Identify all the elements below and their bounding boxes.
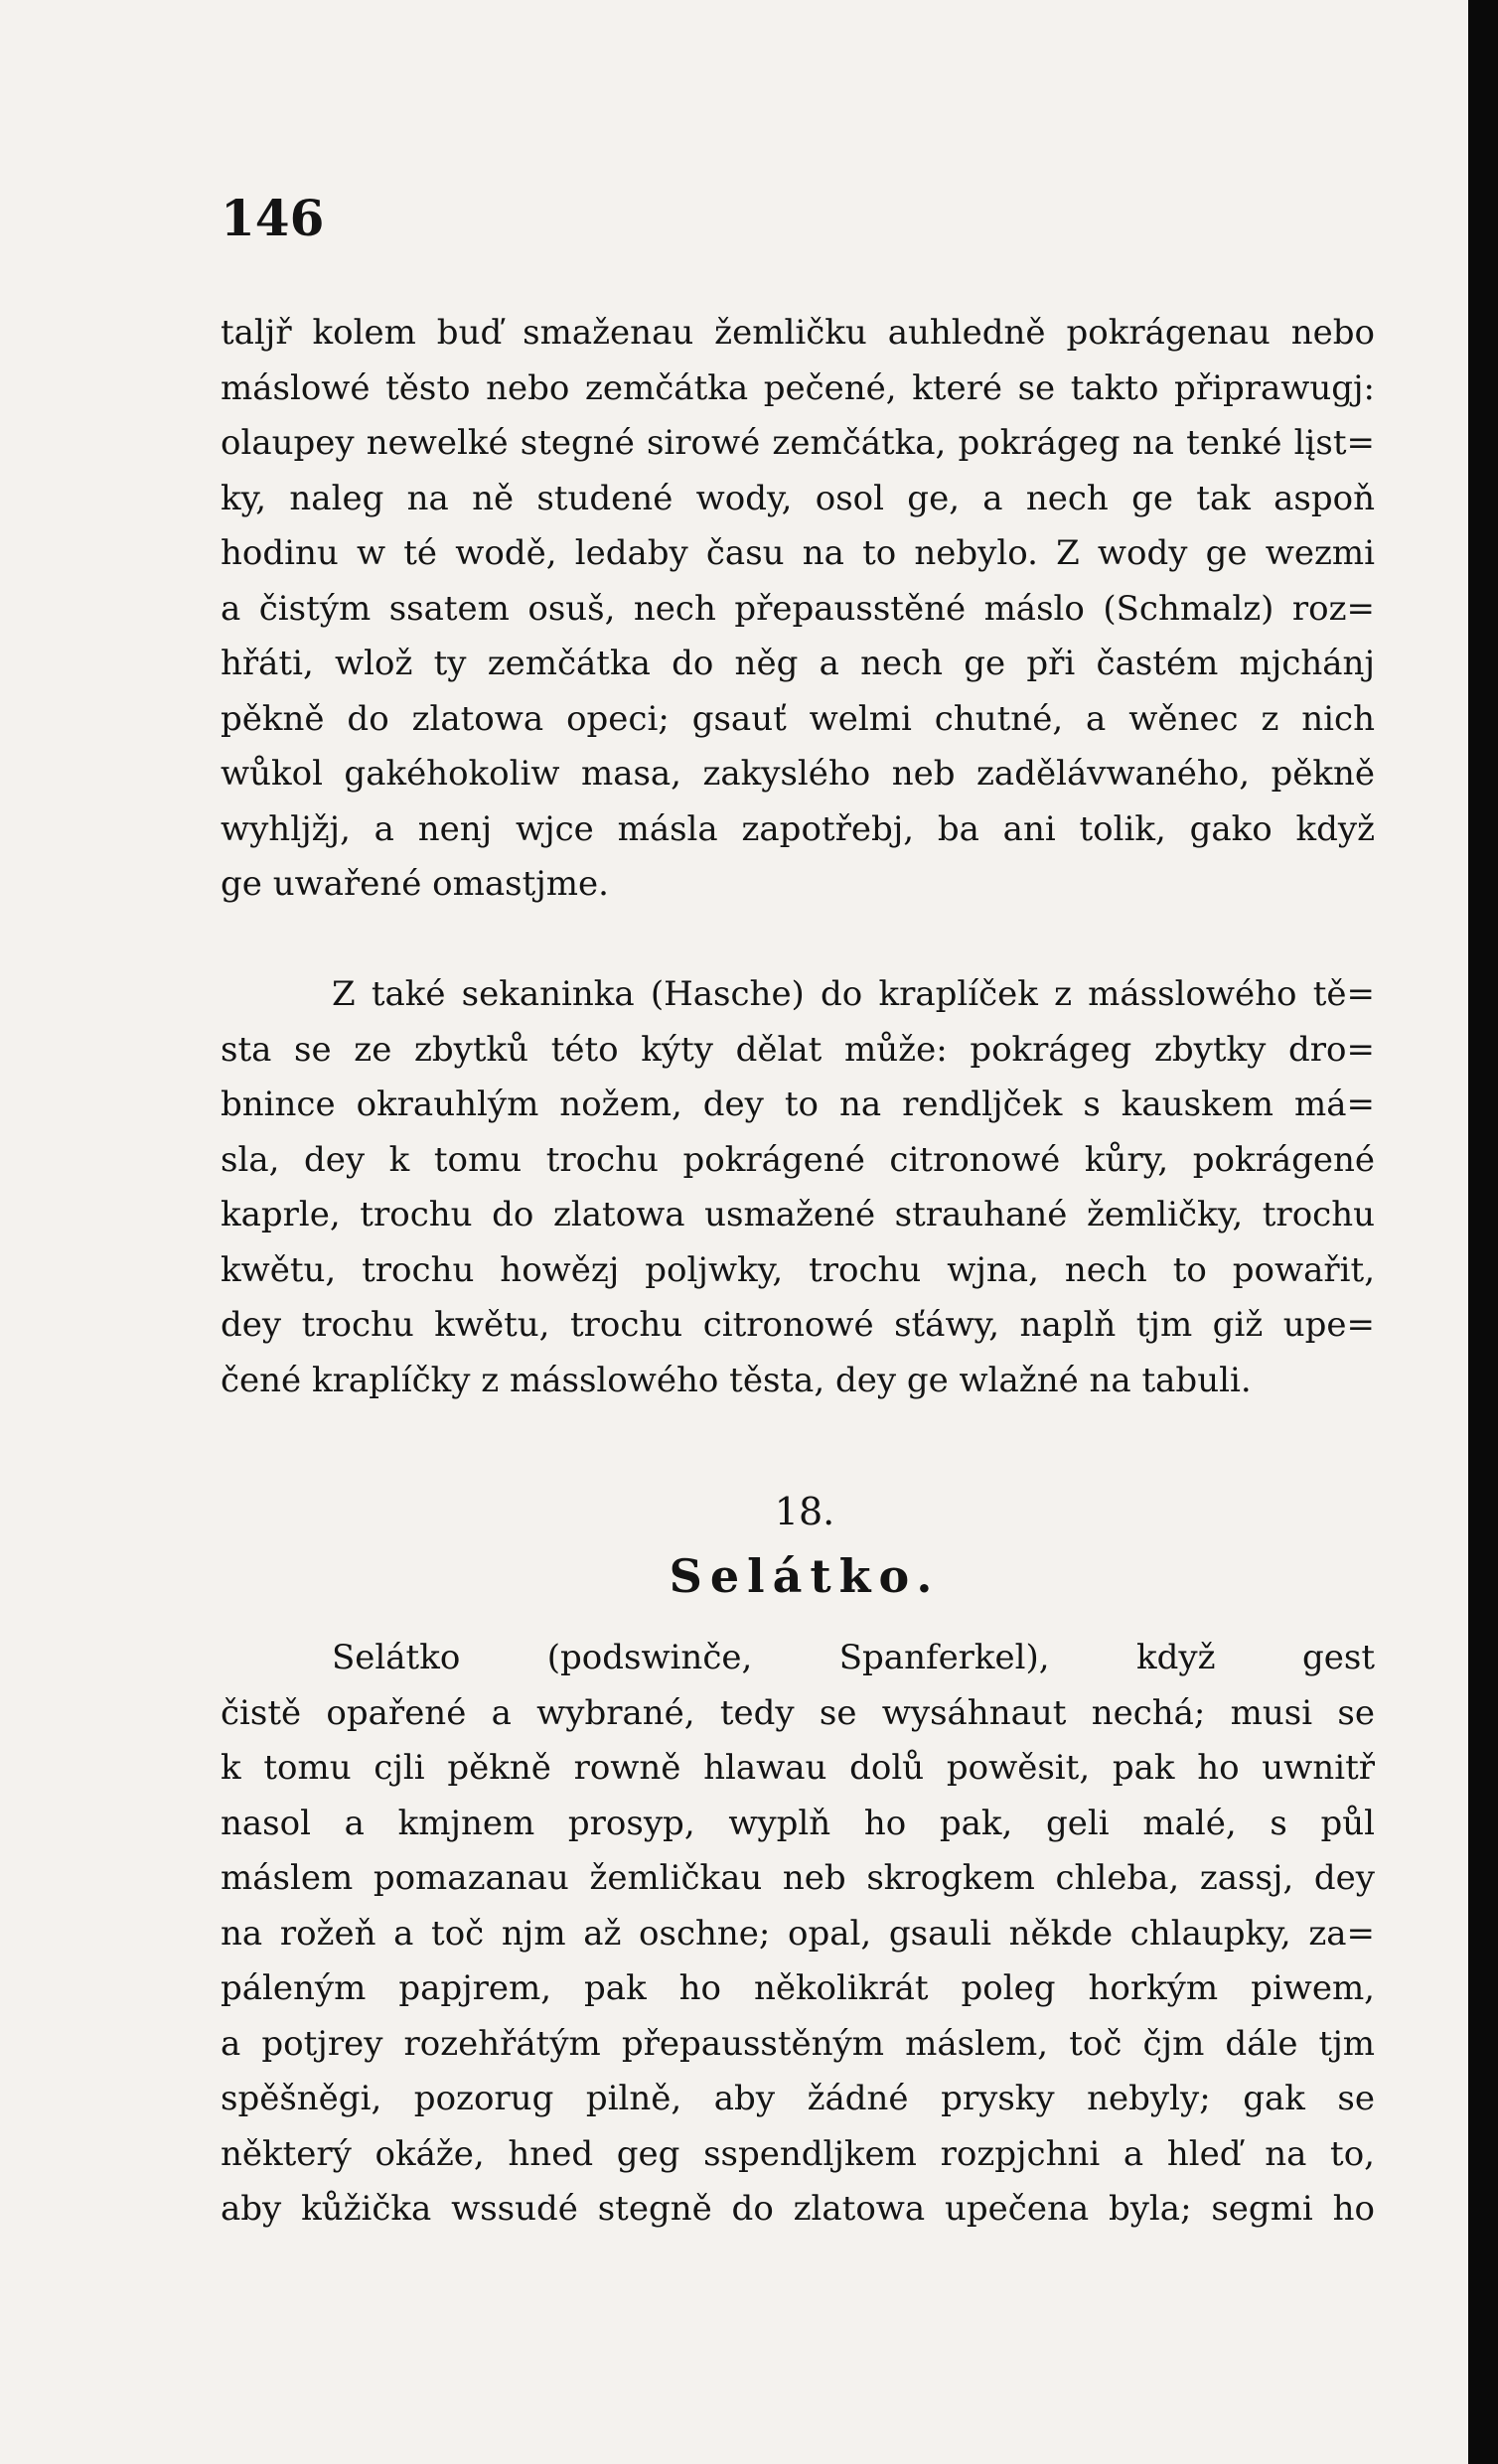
text-line: hodinu w té wodě, ledaby času na to nebylo. Z wody ge wezmi [221,533,1375,573]
text-line: čistě opařené a wybrané, tedy se wysáhnaut nechá; musi se [221,1692,1375,1733]
text-line: olaupey newelké stegné sirowé zemčátka, pokrágeg na tenké lįst= [221,423,1375,463]
text-line: Z také sekaninka (Hasche) do kraplíček z másslowého tě= [332,974,1375,1014]
text-line: hřáti, wlož ty zemčátka do něg a nech ge při častém mjchánj [221,644,1375,683]
text-line: ge uwařené omastjme. [221,864,609,904]
text-line: k tomu cjli pěkně rowně hlawau dolů powěsit, pak ho uwnitř [221,1748,1375,1788]
text-line: taljř kolem buď smaženau žemličku auhledně pokrágenau nebo [221,313,1375,353]
text-line: páleným papjrem, pak ho několikrát poleg horkým piwem, [221,1968,1375,2008]
text-line: máslem pomazanau žemličkau neb skrogkem chleba, zassj, dey [221,1858,1375,1898]
text-line: pěkně do zlatowa opeci; gsauť welmi chutné, a wěnec z nich [221,698,1375,739]
text-line: dey trochu kwětu, trochu citronowé sťáwy, naplň tjm giž upe= [221,1305,1375,1345]
text-line: a čistým ssatem osuš, nech přepausstěné máslo (Schmalz) roz= [221,588,1375,629]
text-line: spěšněgi, pozorug pilně, aby žádné prysky nebyly; gak se [221,2079,1375,2118]
text-line: sla, dey k tomu trochu pokrágené citronowé kůry, pokrágené [221,1139,1375,1180]
text-line: kaprle, trochu do zlatowa usmažené strauhané žemličky, trochu [221,1195,1375,1234]
paragraph-2 [221,967,1375,1408]
text-line: bnince okrauhlým nožem, dey to na rendljček s kauskem má= [221,1085,1375,1124]
text-line: Selátko (podswinče, Spanferkel), když gest [332,1638,1375,1677]
text-line: máslowé těsto nebo zemčátka pečené, které se takto připrawugj: [221,367,1375,408]
text-line: kwětu, trochu howězj poljwky, trochu wjna, nech to powařit, [221,1249,1375,1290]
text-line: ky, naleg na ně studené wody, osol ge, a nech ge tak aspoň [221,478,1375,518]
text-line: a potjrey rozehřátým přepausstěným máslem, toč čjm dále tjm [221,2023,1375,2064]
paragraph-1 [221,306,1375,913]
text-line: na rožeň a toč njm až oschne; opal, gsauli někde chlaupky, za= [221,1913,1375,1954]
text-line: nasol a kmjnem prosyp, wyplň ho pak, geli malé, s půl [221,1803,1375,1843]
text-line: některý okáže, hned geg sspendljkem rozpjchni a hleď na to, [221,2133,1375,2174]
section-number: 18. [774,1490,835,1533]
text-line: aby kůžička wssudé stegně do zlatowa upečena byla; segmi ho [221,2189,1375,2229]
text-line: wůkol gakéhokoliw masa, zakyslého neb zadělávwaného, pěkně [221,754,1375,794]
section-title: Selátko. [669,1549,941,1603]
page-number: 146 [221,189,325,247]
paragraph-3 [221,1631,1375,2238]
text-line: sta se ze zbytků této kýty dělat může: pokrágeg zbytky dro= [221,1029,1375,1070]
text-line: wyhljžj, a nenj wjce másla zapotřebj, ba ani tolik, gako když [221,808,1375,849]
text-line: čené kraplíčky z másslowého těsta, dey ge wlažné na tabuli. [221,1360,1252,1400]
